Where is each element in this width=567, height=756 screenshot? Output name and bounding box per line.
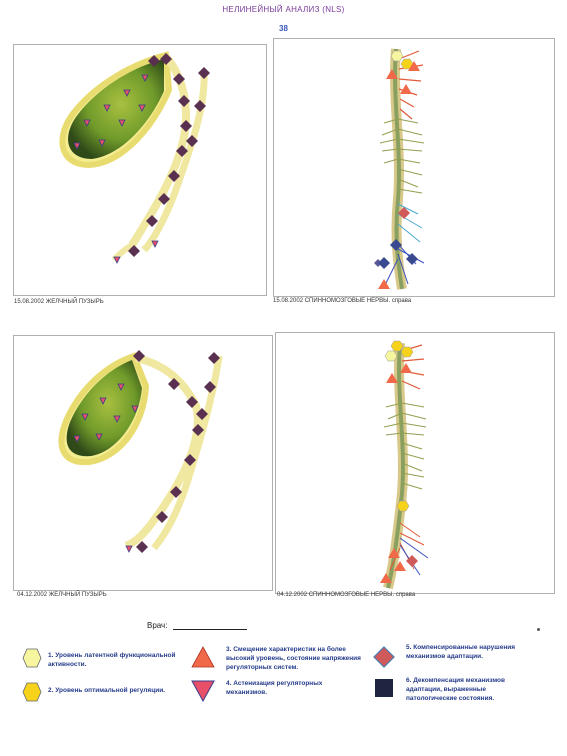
optimal-hexagon-icon	[22, 682, 42, 702]
legend-item-1: 1. Уровень латентной функциональной активности.	[48, 652, 176, 668]
spinal-nerves-panel-bottom	[275, 332, 555, 594]
legend-item-5: 5. Компенсированные нарушения механизмов адаптации.	[406, 644, 516, 660]
latent-hexagon-icon	[22, 648, 42, 668]
gallbladder-panel-bottom	[13, 335, 273, 591]
gallbladder-panel-top	[13, 44, 267, 296]
legend-item-6: 6. Декомпенсация механизмов адаптации, выраженные патологические состояния.	[406, 677, 506, 702]
caption-spinal-bottom: 04.12.2002 СПИННОМОЗГОВЫЕ НЕРВЫ. справа	[277, 592, 416, 598]
gallbladder-image-bottom	[14, 336, 272, 590]
gallbladder-image-top	[14, 45, 266, 295]
caption-gallbladder-top: 15.08.2002 ЖЕЛЧНЫЙ ПУЗЫРЬ	[14, 299, 104, 305]
legend-item-4: 4. Астенизация регуляторных механизмов.	[226, 680, 323, 696]
tension-triangle-icon	[191, 646, 215, 668]
document-title: НЕЛИНЕЙНЫЙ АНАЛИЗ (NLS)	[222, 5, 345, 14]
caption-gallbladder-bottom: 04.12.2002 ЖЕЛЧНЫЙ ПУЗЫРЬ	[17, 592, 107, 598]
decompensated-square-icon	[374, 678, 394, 698]
asthenia-triangle-icon	[191, 680, 215, 702]
stray-dot	[537, 628, 540, 631]
doctor-signature-line	[173, 629, 247, 630]
doctor-label: Врач:	[147, 621, 168, 630]
legend-item-2: 2. Уровень оптимальной регуляции.	[48, 687, 165, 694]
compensated-diamond-icon	[373, 646, 395, 668]
spinal-nerves-image-bottom	[276, 333, 554, 593]
page-number: 38	[279, 24, 288, 33]
legend-item-3: 3. Смещение характеристик на более высокий уровень, состояние напряжения регуляторных систем.	[226, 646, 361, 671]
spinal-nerves-panel-top	[273, 38, 555, 297]
spinal-nerves-image-top	[274, 39, 554, 296]
caption-spinal-top: 15.08.2002 СПИННОМОЗГОВЫЕ НЕРВЫ. справа	[273, 298, 412, 304]
